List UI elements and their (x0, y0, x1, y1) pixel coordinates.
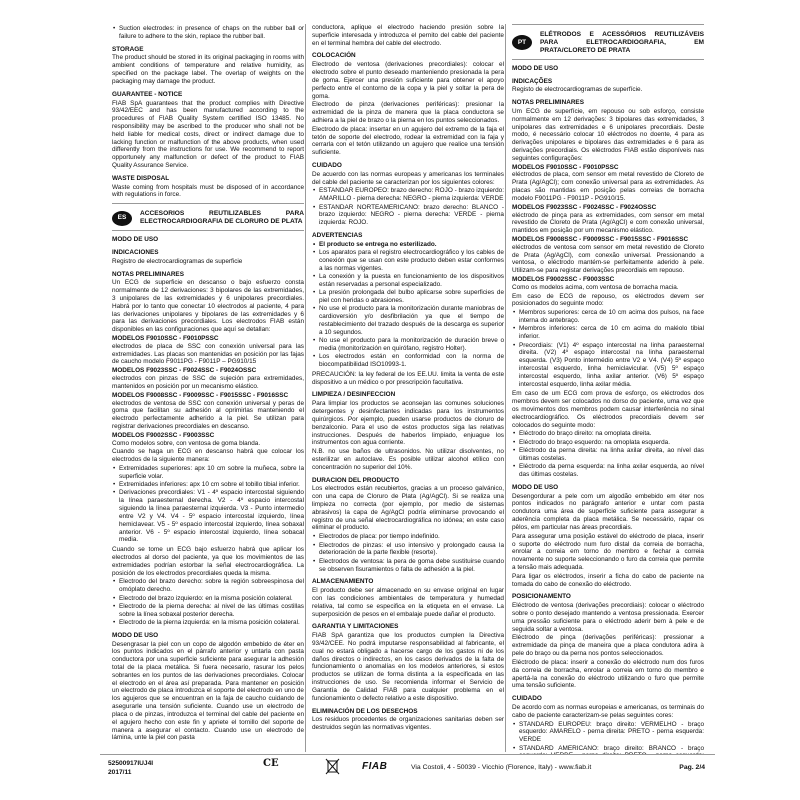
section-divider (512, 59, 704, 60)
paragraph: Registro de electrocardiogramas de superficie (112, 257, 243, 265)
page-footer (100, 754, 715, 782)
paragraph: Electrodo de ventosa (derivaciones precordiales): colocar el electrodo sobre el punto deseado manteniendo presionada la pera de goma. Ejercer una presión suficiente para obtener el apoyo perfecto entre el contorno de la copa y la piel y soltar la pera de goma. (312, 61, 504, 100)
paragraph: Los residuos procedentes de organizaciones sanitarias deben ser destruidos según las normativas vigentes. (312, 716, 504, 732)
list-item: • Electrodo del brazo izquierdo: en la misma posición colateral. (112, 595, 304, 603)
list-item: • Electrodos de ventosa: la pera de goma debe sustituirse cuando se observen fisuramientos o falta de adhesión a la piel. (312, 558, 504, 574)
paragraph: Eléctrodo de placa: inserir a conexão do eléctrodo num dos furos da correia de borracha, enrolar a correia em torno do membro e apertá-la na conexão do eléctrodo utilizando o furo que permite uma tensão suficiente. (512, 658, 704, 690)
paragraph: De acordo com as normas europeias e americanas, os terminais do cabo de paciente caracterizam-se pelas seguintes cores: (512, 703, 704, 719)
section-title: ELIMINACIÓN DE LOS DESECHOS (312, 707, 418, 715)
paragraph: conductora, aplique el electrodo haciendo presión sobre la superficie interesada y introduzca el pernito del cable del paciente en el terminal hembra del cable del electrodo. (312, 24, 504, 47)
column-portuguese (512, 24, 704, 754)
paragraph: N.B. no use baños de ultrasonidos. No utilizar disolventes, no esterilizar en autoclave. Es posible utilizar alcohol etílico con concentración no superior del 10%. (312, 448, 504, 471)
paragraph: Electrodo de placa: insertar en un agujero del extremo de la faja el tetón de soporte del electrodo, rodear la extremidad con la faja y cerrarla con el tetón utilizando un agujero que realice una tensión suficiente. (312, 125, 504, 157)
section-title: INDICACIONES (112, 248, 159, 256)
list-item: • Los aparatos para el registro electrocardiográfico y los cables de conexión que se usan con este producto deben estar conformes a las normas vigentes. (312, 249, 504, 272)
paragraph: eléctrodos de placa, com sensor em metal revestido de Cloreto de Prata (Ag/AgCl); com conexão universal para as extremidades. As placas são mantidas em posição pelas correias de borracha modelo F9011PG - F9011P - PG910/15. (512, 171, 704, 202)
spanish-header (112, 210, 304, 226)
list-item: • Derivaciones precordiales: V1 - 4º espacio intercostal siguiendo la línea paraesternal derecha. V2 - 4º espacio intercostal siguiendo la línea paraesternal izquierda. V3 - Punto intermedio entre V2 y V4. V4 - 5º espacio intercostal izquierdo, línea hemiclavear. V5 - 5º espacio intercostal izquierdo, línea sobaxal anterior. V6 - 5º espacio intercostal izquierdo, línea sobacal media. (112, 489, 304, 544)
section-divider (112, 203, 304, 204)
paragraph: Cuando se tome un ECG bajo esfuerzo habrá que aplicar los electrodos al dorso del paciente, ya que los movimientos de las extremidades podrían estorbar la señal electrocardiográfica. La posición de los electrodos precordiales queda la misma. (112, 546, 304, 577)
list-item: • Eléctrodo da perna esquerda: na linha axilar esquerda, ao nível das últimas costelas. (512, 463, 704, 479)
company-address: Via Costoli, 4 - 50039 - Vicchio (Florence, Italy) - www.fiab.it (411, 764, 592, 771)
model-heading: MODELOS F9008SSC - F9009SSC - F9015SSC - F9016SSC (112, 391, 289, 399)
portuguese-header (512, 31, 704, 55)
paragraph: Para limpiar los productos se aconsejan las comunes soluciones detergentes y desinfectantes indicadas para los instrumentos quirúrgicos. Por ejemplo, pueden usarse productos de cloruro de benzalconio. Para el uso de estos productos siga las relativas instrucciones. Después de haberlos limpiado, enjuague los instrumentos con agua corriente. (312, 400, 504, 447)
recycle-bin-icon (325, 758, 340, 775)
paragraph: Eléctrodo de pinça (derivações periféricas): pressionar a extremidade da pinça de maneira que a placa condutora adira à pele do braço ou da perna nos pontos seleccionados. (512, 634, 704, 658)
list-item: • ESTANDAR EUROPEO: brazo derecho: ROJO - brazo izquierdo: AMARILLO - pierna derecha: NEGRO - pierna izquierda: VERDE (312, 187, 504, 203)
section-title: MODO DE USO (112, 236, 159, 244)
section-divider (112, 230, 304, 231)
list-item: • Electrodos de placa: por tiempo indefinido. (312, 533, 504, 541)
guarantee-text: FIAB SpA guarantees that the product complies with Directive 93/42/EEC and has been manufactured according to the procedures of FIAB Quality System certified ISO 13485. No responsibility may be ascribed to the producer who shall not be held liable for medical costs, direct or indirect damage due to lacking function or malfunction of the above products, when used differently from the instructions for use. We recommend to report opportunely any malfunction or defect of the product to FIAB Quality Assurance Service. (112, 99, 304, 169)
language-badge-es: ES (112, 211, 132, 226)
paragraph: eléctrodo de pinça para as extremidades, com sensor em metal revestido de Cloreto de Prata (Ag/AgCl) e com conexão universal, mantidos em posição por um mecanismo elástico. (512, 211, 704, 235)
section-title: POSICIONAMENTO (512, 593, 571, 601)
section-title: MODO DE USO (112, 631, 159, 639)
section-divider (512, 24, 704, 25)
paragraph: Em caso de ECG de repouso, os eléctrodos devem ser posicionados do seguinte modo: (512, 292, 704, 308)
model-heading: MODELOS F9023SSC - F9024SSC - F9024OSSC (112, 367, 257, 375)
list-item: • Electrodos de pinzas: el uso intensivo y prolongado causa la deterioración de la parte flexible (resorte). (312, 542, 504, 558)
paragraph: De acuerdo con las normas europeas y americanas los terminales del cable del paciente se caracterizan por los siguientes colores: (312, 170, 504, 186)
list-item: • Membros superiores: cerca de 10 cm acima dos pulsos, na face interna do antebraço. (512, 309, 704, 325)
list-item: • Membros inferiores: cerca de 10 cm acima do maléolo tibial inferior. (512, 325, 704, 341)
model-heading: MODELOS F9008SSC - F9009SSC - F9015SSC - F9016SSC (512, 235, 689, 243)
waste-text: Waste coming from hospitals must be disposed of in accordance with regulations in force. (112, 183, 304, 199)
column-divider (305, 24, 306, 752)
ce-mark: CE (263, 758, 279, 769)
paragraph: Para assegurar uma posição estável do eléctrodo de placa, inserir o suporte do eléctrodo num furo distal da correia de borracha, enrolar a correia em torno do membro e fechar a correia novamente no suporte seleccionando o furo da correia que permite a tensão mais adequada. (512, 532, 704, 571)
section-title: CUIDADO (312, 162, 342, 169)
model-heading: MODELOS F9010SSC - F9010PSSC (112, 335, 219, 342)
list-item: • El producto se entrega no esterilizado. (312, 241, 504, 249)
section-title: NOTAS PRELIMINARES (512, 99, 584, 107)
list-item: • Eléctrodo do braço esquerdo: na omoplata esquerda. (512, 439, 704, 447)
list-item: • Precordiais: (V1) 4º espaço intercostal na linha paraesternal direita. (V2) 4º espaço intercostal na linha paraesternal esquerda. (V3) Ponto intermédio entre V2 e V4. (V4) 5º espaço intercostal esquerdo, linha hemiclavicular. (V5) 5º espaço intercostal esquerdo, linha axilar anterior. (V6) 5º espaço intercostal esquerdo, linha axilar média. (512, 342, 704, 389)
paragraph: Para ligar os eléctrodos, inserir a ficha do cabo de paciente na tomada do cabo de conexão do eléctrodo. (512, 572, 704, 588)
paragraph: electrodos con pinzas de SSC de sujeción para extremidades, mantenidos en posición por un mecanismo elástico. (112, 375, 304, 390)
paragraph: Cuando se haga un ECG en descanso habrá que colocar los electrodos de la siguiente manera: (112, 448, 304, 464)
portuguese-title: ELÉTRODOS E ACESSÓRIOS REUTILIZÁVEIS PARA ELETROCARDIOGRAFIA, EM PRATA/CLORETO DE PRATA (540, 31, 704, 54)
paragraph: Un ECG de superficie en descanso o bajo esfuerzo consta normalmente de 12 derivaciones: 3 bipolares de las extremidades, 3 unipolares de las extremidades y 6 unipolares precordiales. Habrá por lo tanto que conectar 10 electrodos al paciente, 4 para las derivaciones unipolares y bipolares de las extremidades y 6 para las derivaciones precordiales. Los electrodos FIAB están disponibles en las configuraciones que aquí se detallan: (112, 279, 304, 334)
list-item: • STANDARD EUROPEU: braço direito: VERMELHO - braço esquerdo: AMARELO - perna direita: PRETO - perna esquerda: VERDE (512, 721, 704, 744)
section-title: MODO DE USO (512, 483, 559, 491)
list-item: • ESTANDAR NORTEAMERICANO: brazo derecho: BLANCO - brazo izquierdo: NEGRO - pierna derecha: VERDE - pierna izquierda: ROJO. (312, 204, 504, 227)
section-title: ADVERTENCIAS (312, 232, 363, 239)
list-item: • La presión prolongada del bulbo aplicarse sobre superficies de piel con heridas o abrasiones. (312, 289, 504, 305)
code-number: 52500917IUJ4I (108, 760, 154, 767)
document-code (108, 760, 153, 777)
model-heading: MODELOS F9002SSC - F9003SSC (112, 431, 215, 439)
waste-title: WASTE DISPOSAL (112, 174, 170, 182)
list-item: • Eléctrodo da perna direita: na linha axilar direita, ao nível das últimas costelas. (512, 447, 704, 463)
list-item: • Electrodo de la pierna derecha: al nivel de las últimas costillas sobre la línea sobaxal posterior derecha. (112, 603, 304, 619)
revision-date: 2017/11 (108, 768, 132, 776)
paragraph: Como modelos sobre, con ventosa de goma blanda. (112, 439, 261, 447)
section-title: GARANTIA Y LIMITACIONES (312, 623, 399, 631)
paragraph: El producto debe ser almacenado en su envase original en lugar con las condiciones ambientales de temperatura y humedad relativa, tal como se especifica en la etiqueta en el envase. La superposición de pesos en el embalaje puede dañar el producto. (312, 587, 504, 618)
paragraph: eléctrodos de ventosa com sensor em metal revestido de Cloreto de Prata (Ag/AgCl), com conexão universal. Pressionando a ventosa, o eléctrodo mantém-se perfeitamente aderido à pele. Utilizam-se para registar derivações precordiais em repouso. (512, 243, 704, 275)
paragraph: FIAB SpA garantiza que los productos cumplen la Directiva 93/42/CEE. No podrá imputarse responsabilidad al fabricante, el cual no estará obligado a hacerse cargo de los gastos ni de los daños directos o indirectos, en los casos derivados de la falta de funcionamiento o anomalías en los modelos anteriores, si estos productos se utilizan de forma distinta a la especificada en las instrucciones de uso. Se recomienda informar el Servicio de Garantía de Calidad FIAB para cualquier problema en el funcionamiento o defecto relativo a este dispositivo. (312, 632, 504, 702)
column-spanish-cont (312, 24, 504, 754)
paragraph: electrodos de placa de SSC con conexión universal para las extremidades. Las placas son mantenidas en posición por las fajas de caucho modelo F9011PG - F9011P – PG910/15 (112, 342, 304, 366)
page-number: Pag. 2/4 (679, 764, 705, 771)
section-title: DURACION DEL PRODUCTO (312, 476, 400, 484)
paragraph: Electrodo de pinza (derivaciones periféricas): presionar la extremidad de la pinza de manera que la placa conductora se adhiera a la piel de brazo o la pierna en los puntos seleccionados. (312, 101, 504, 124)
section-title: COLOCACIÓN (312, 52, 356, 60)
list-item: • Los electrodos están en conformidad con la norma de biocompatibilidad ISO10993-1. (312, 353, 504, 369)
paragraph: Los electrodos están recubiertos, gracias a un proceso galvánico, con una capa de Cloruro de Plata (Ag/AgCl). Si se realiza una limpieza no correcta (por ejemplo, por medio de sistemas abrasivos) la capa de Ag/AgCl podría eliminarse provocando el registro de una señal electrocardiográfica no idónea; en este caso eliminar el producto. (312, 485, 504, 532)
list-item: • Electrodo de la pierna izquierda: en la misma posición colateral. (112, 619, 304, 627)
section-title: MODO DE USO (512, 64, 559, 72)
paragraph: PRECAUCIÓN: la ley federal de los EE.UU. limita la venta de este dispositivo a un médico o por prescripción facultativa. (312, 370, 504, 386)
list-item: • Extremidades superiores: apx 10 cm sobre la muñeca, sobre la superficie volar. (112, 465, 304, 481)
intro-bullet: • Suction electrodes: in presence of chaps on the rubber ball or failure to adhere to the skin, replace the rubber ball. (112, 25, 304, 41)
model-heading: MODELOS F9010SSC - F9010PSSC (512, 163, 619, 171)
section-title: CUIDADO (512, 695, 542, 703)
paragraph: Um ECG de superfície, em repouso ou sob esforço, consiste normalmente em 12 derivações: 3 bipolares das extremidades, 3 unipolares das extremidades e 6 unipolares precordiais. Deste modo, é necessário colocar 10 eléctrodos no doente, 4 para as derivações unipolares e bipolares das extremidades e 6 para as derivações precordiais. Os eléctrodos FIAB estão disponíveis nas seguintes configurações: (512, 107, 704, 162)
list-item: • Eléctrodo do braço direito: na omoplata direita. (512, 430, 704, 438)
storage-text: The product should be stored in its original packaging in rooms with ambient conditions of temperature and relative humidity, as specified on the package label. The overlap of weights on the packaging may damage the product. (112, 54, 304, 85)
list-item: • Extremidades inferiores: apx 10 cm sobre el tobillo tibial inferior. (112, 481, 304, 489)
paragraph: Desengordurar a pele com um algodão embebido em éter nos pontos indicados no parágrafo anterior e untar com pasta condutora uma área de superfície suficiente para assegurar a aderência completa da placa metálica. Se necessário, rapar os pêlos, em particular nas áreas precordiais. (512, 492, 704, 531)
leaflet-page (100, 24, 715, 782)
list-item: • STANDARD AMERICANO: braço direito: BRANCO - braço (512, 745, 704, 754)
list-item: • No use el producto para la monitorización de duración breve o media (monitorización en quirófano, registro Holter). (312, 337, 504, 353)
column-english-spanish (112, 24, 304, 754)
list-item: • La conexión y la puesta en funcionamiento de los dispositivos están reservadas a personal especializado. (312, 273, 504, 289)
paragraph: Registo de electrocardiogramas de superfície. (512, 86, 643, 94)
storage-title: STORAGE (112, 45, 144, 53)
list-item: • No use el producto para la monitorización durante maniobras de cardioversión y/o desfibrilación ya que el tiempo de restablecimiento del trazado después de la descarga es superior a 10 segundos. (312, 305, 504, 336)
language-badge-pt: PT (512, 35, 532, 50)
paragraph: electrodos de ventosa de SSC con conexión universal y peras de goma que facilitan su adhesión al oprimirlas manteniendo el electrodo perfectamente adherido a la piel. Se utilizan para registrar derivaciones precordiales en descanso. (112, 399, 304, 430)
guarantee-title: GUARANTEE - NOTICE (112, 90, 183, 98)
list-item: • Electrodo del brazo derecho: sobre la región sobreespinosa del omóplato derecho. (112, 578, 304, 594)
spanish-title: ACCESORIOS REUTILIZABLES PARA ELECTROCARDIOGRAFIA DE CLORURO DE PLATA (140, 210, 304, 226)
brand-logo: FIAB (362, 761, 388, 772)
section-title: NOTAS PRELIMINARES (112, 270, 184, 278)
paragraph: Como os modelos acima, com ventosa de borracha macia. (512, 283, 679, 291)
paragraph: Desengrasar la piel con un copo de algodón embebido de éter en los puntos indicados en el párrafo anterior y untarla con pasta conductora por una superficie suficiente para asegurar la adhesión total de la placa metálica. Si fuera necesario, rasurar los pelos sobrantes en los puntos de las derivaciones precordiales. Colocar el electrodo en el área así preparada. Para mantener en posición un electrodo de placa introduzca el soporte del electrodo en uno de los agujeros que se encuentran en la faja de caucho cuidando de asegurarle una tensión suficiente. Cuando use un electrodo de placa o de pinzas, introduzca el terminal del cable del paciente en el agujero hecho con este fin y apriete el tornillo del soporte de manera a asegurar el contacto. Cuando use un electrodo de lámina, unte la piel con pasta (112, 640, 304, 742)
section-title: ALMACENAMIENTO (312, 578, 374, 586)
model-heading: MODELOS F9023SSC - F9024SSC - F9024OSSC (512, 203, 657, 211)
section-title: LIMPIEZA / DESINFECCION (312, 391, 396, 399)
model-heading: MODELOS F9002SSC - F9003SSC (512, 276, 615, 284)
paragraph: Eléctrodo de ventosa (derivações precordiais): colocar o eléctrodo sobre o ponto desejado mantendo a ventosa pressionada. Exercer uma pressão suficiente para o eléctrodo aderir bem à pele e de seguida soltar a ventosa. (512, 602, 704, 633)
column-divider (505, 24, 506, 752)
section-title: INDICAÇÕES (512, 77, 553, 85)
paragraph: Em caso de um ECG com prova de esforço, os eléctrodos dos membros devem ser colocados no dorso do paciente, uma vez que os movimentos dos membros podem causar interferência no sinal electrocardiográfico. Os eléctrodos precordiais devem ser colocados do seguinte modo: (512, 390, 704, 429)
